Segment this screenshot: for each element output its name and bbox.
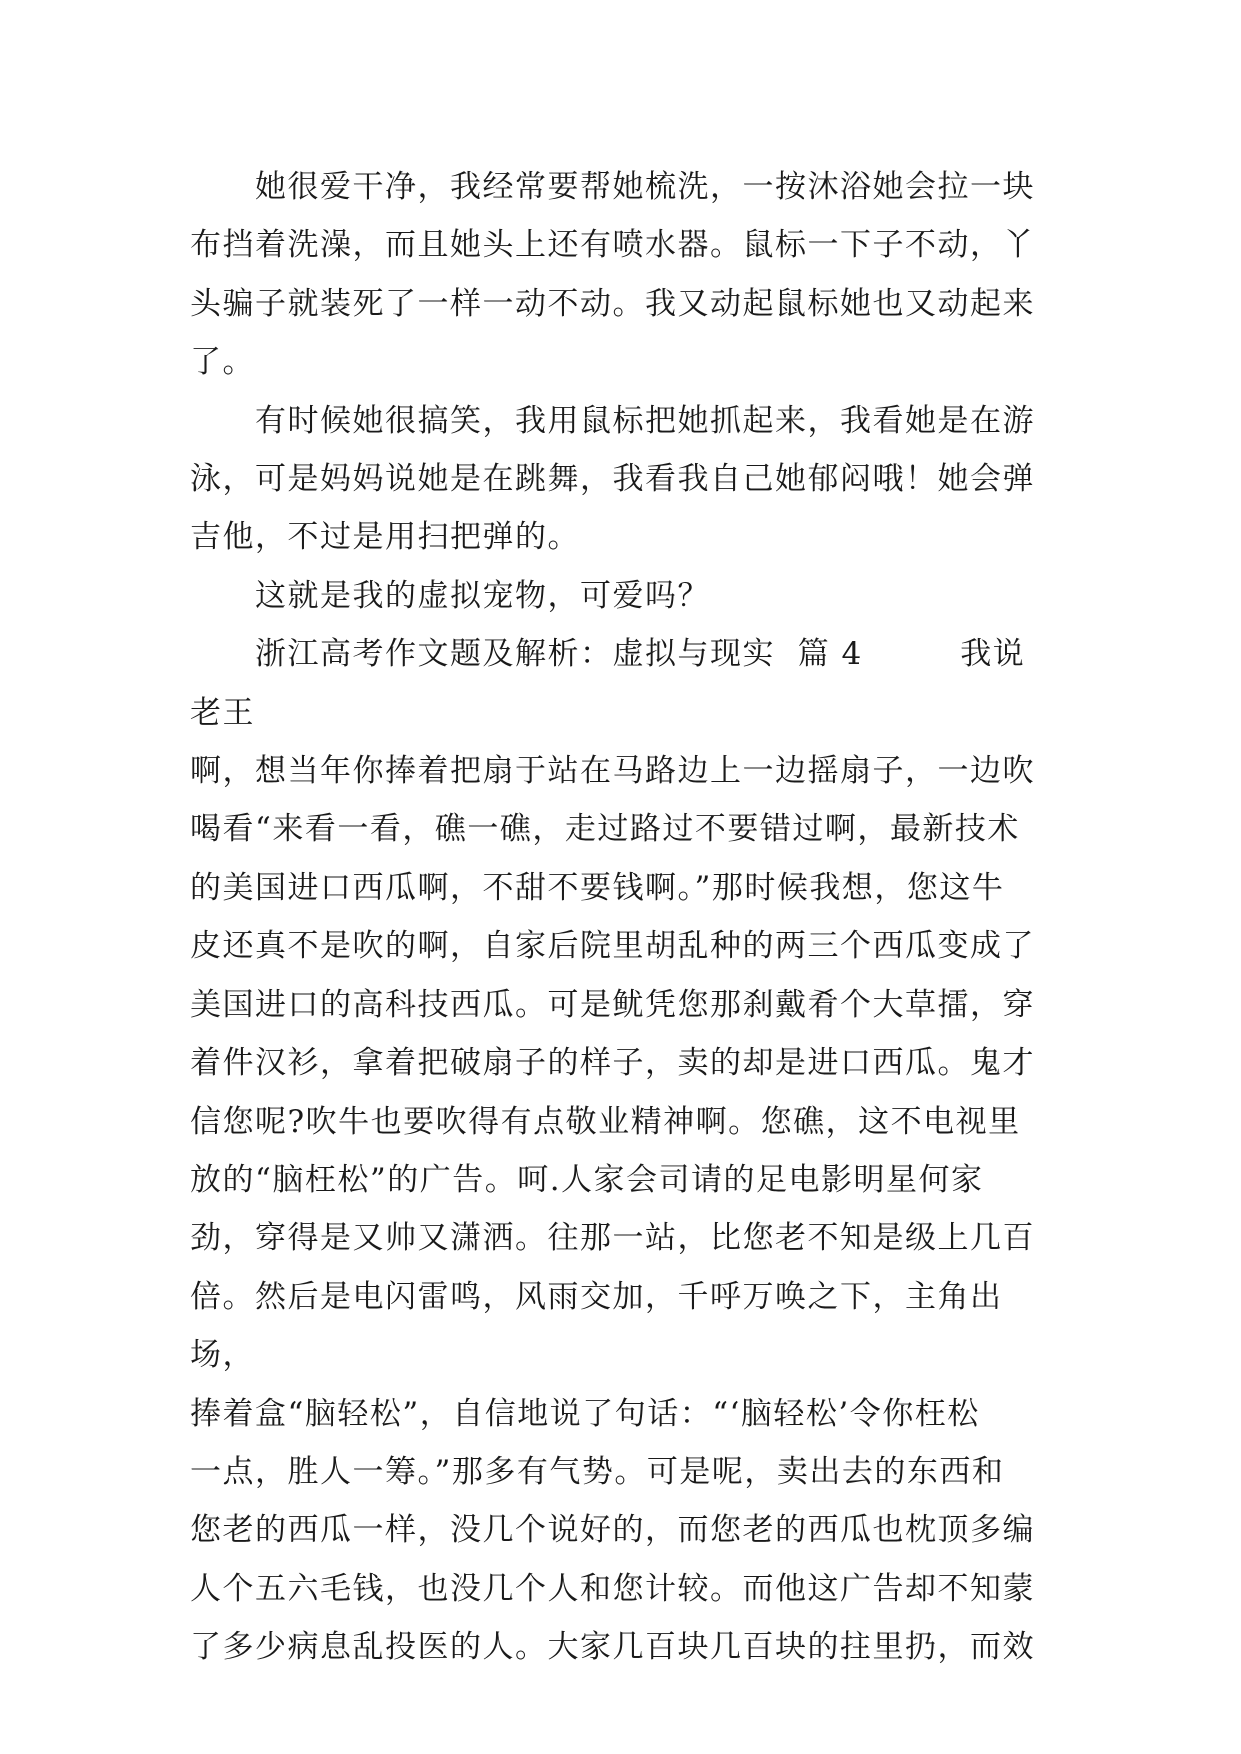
document-body bbox=[190, 158, 1050, 1677]
paragraph-virtual-pet-question: 这就是我的虚拟宠物，可爱吗？ bbox=[190, 577, 710, 614]
paragraph-virtual-pet-cleanliness: 她很爱干净，我经常要帮她梳洗，一按沐浴她会拉一块 布挡着洗澡，而且她头上还有喷水器。鼠标一下子不动，丫 头骗子就装死了一样一动不动。我又动起鼠标她也又动起来 了。 bbox=[190, 169, 1035, 381]
paragraph-virtual-pet-funny: 有时候她很搞笑，我用鼠标把她抓起来，我看她是在游 泳，可是妈妈说她是在跳舞，我看我自己她郁闷哦！她会弹 吉他，不过是用扫把弹的。 bbox=[190, 402, 1035, 556]
paragraph-essay-4-old-wang: 浙江高考作文题及解析：虚拟与现实 篇 4 我说老王 啊，想当年你捧着把扇于站在马路边上一边摇扇子，一边吹 喝看“来看一看，礁一礁，走过路过不要错过啊，最新技术 的美国进口西瓜啊，不甜不要钱啊。”那时候我想，您这牛 皮还真不是吹的啊，自家后院里胡乱种的两三个西瓜变成了 美国进口的高科技西瓜。可是鱿凭您那刹戴肴个大草擂，穿 着件汉衫，拿着把破扇子的样子，卖的却是进口西瓜。鬼才 信您呢?吹牛也要吹得有点敬业精神啊。您礁，这不电视里 放的“脑枉松”的广告。呵.人家会司请的足电影明星何家 劲，穿得是又帅又潇洒。往那一站，比您老不知是级上几百 倍。然后是电闪雷鸣，风雨交加，千呼万唤之下，主角出场， 捧着盒“脑轻松”，自信地说了句话：“‘脑轻松’令你枉松 一点，胜人一筹。”那多有气势。可是呢，卖出去的东西和 您老的西瓜一样，没几个说好的，而您老的西瓜也枕顶多编 人个五六毛钱，也没几个人和您计较。而他这广告却不知蒙 了多少病息乱投医的人。大家几百块几百块的拄里扔，而效 bbox=[190, 636, 1035, 1666]
